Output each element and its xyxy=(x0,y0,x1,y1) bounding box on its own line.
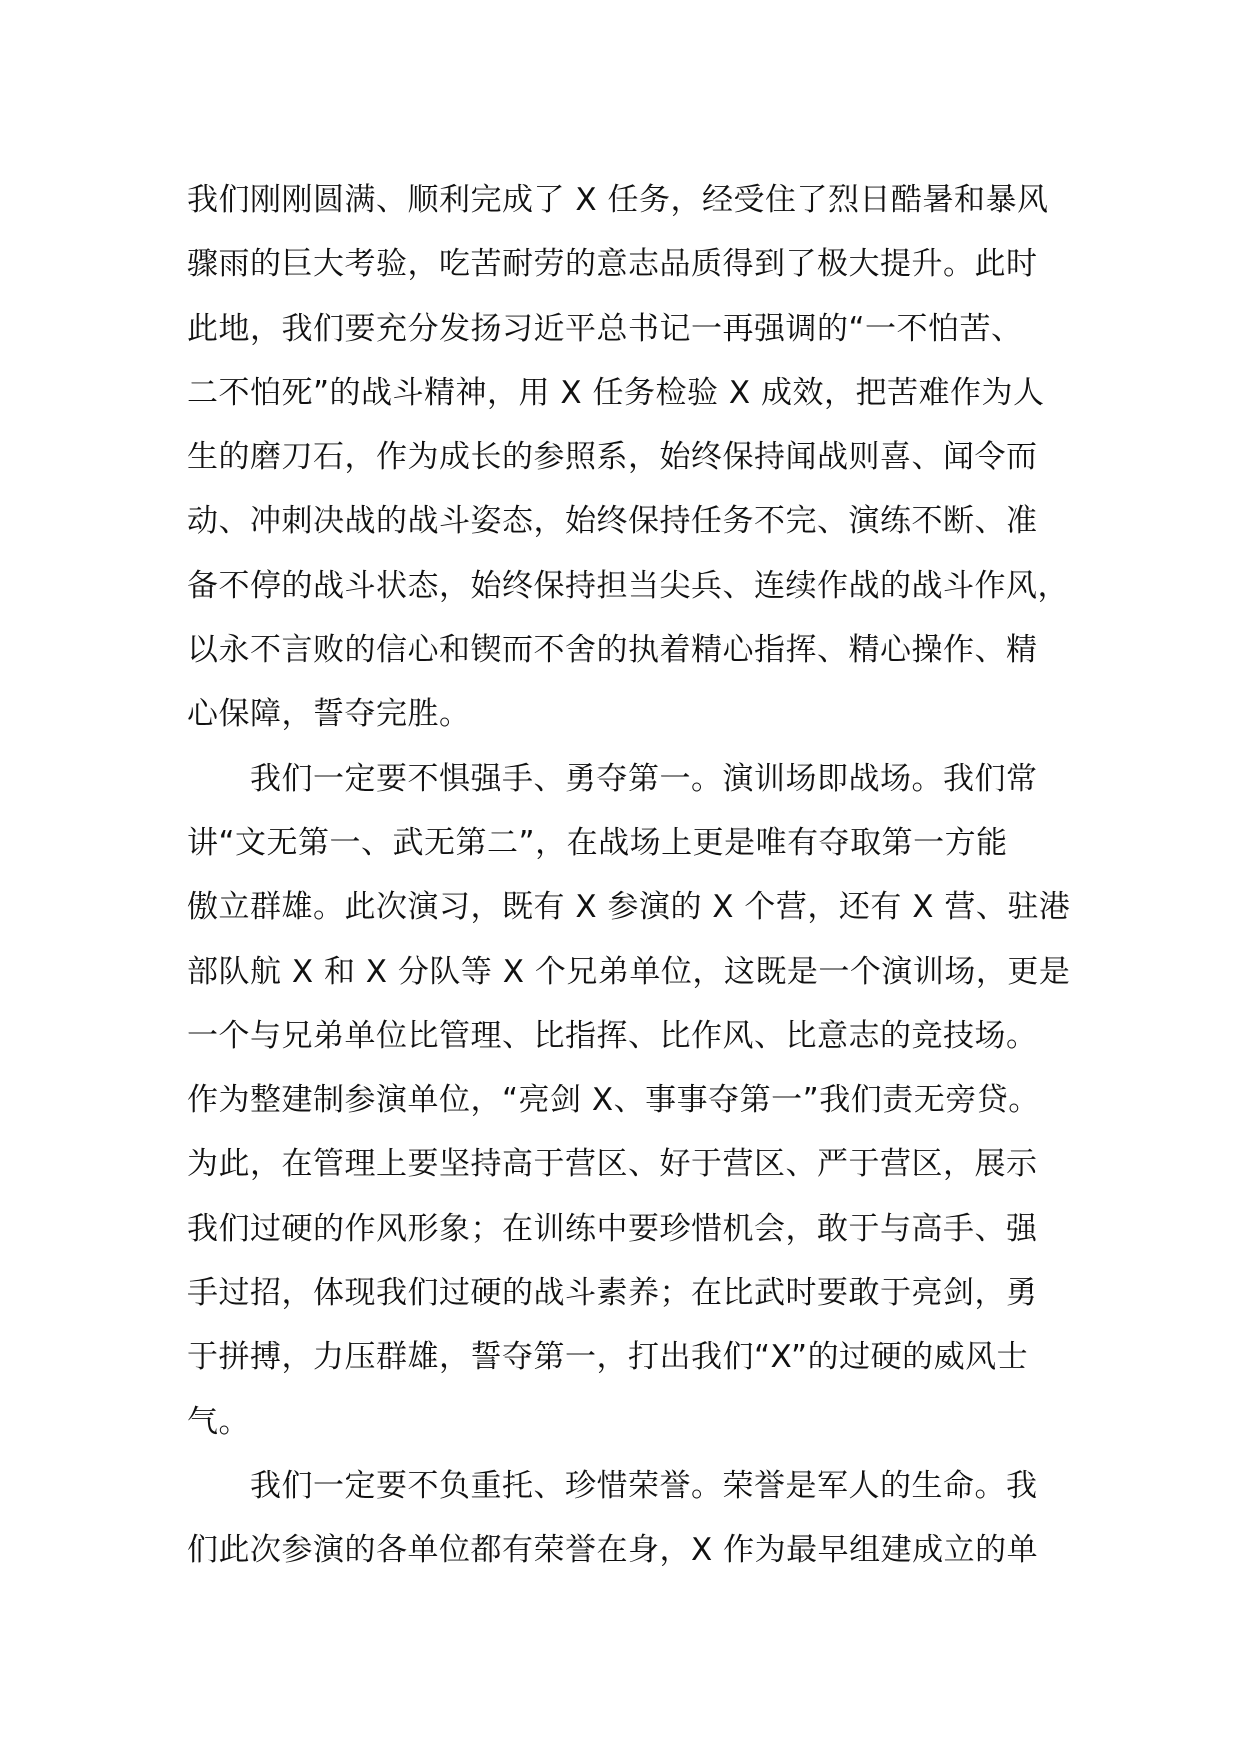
body-text xyxy=(187,168,1071,1583)
text-line: 以永不言败的信心和锲而不舍的执着精心指挥、精心操作、精 xyxy=(187,632,1038,669)
text-line: 于拼搏，力压群雄，誓夺第一，打出我们“X”的过硬的威风士 xyxy=(187,1339,1029,1376)
text-line: 此地，我们要充分发扬习近平总书记一再强调的“一不怕苦、 xyxy=(187,310,1023,347)
text-line: 气。 xyxy=(187,1403,250,1440)
text-line: 一个与兄弟单位比管理、比指挥、比作风、比意志的竞技场。 xyxy=(187,1017,1038,1054)
text-line: 心保障，誓夺完胜。 xyxy=(187,696,471,733)
text-line: 我们过硬的作风形象；在训练中要珍惜机会，敢于与高手、强 xyxy=(187,1210,1038,1247)
text-line: 我们一定要不惧强手、勇夺第一。演训场即战场。我们常 xyxy=(187,760,1038,797)
text-line: 部队航 X 和 X 分队等 X 个兄弟单位，这既是一个演训场，更是 xyxy=(187,953,1071,990)
text-line: 骤雨的巨大考验，吃苦耐劳的意志品质得到了极大提升。此时 xyxy=(187,246,1038,283)
text-line: 我们刚刚圆满、顺利完成了 X 任务，经受住了烈日酷暑和暴风 xyxy=(187,182,1049,218)
text-line: 动、冲刺决战的战斗姿态，始终保持任务不完、演练不断、准 xyxy=(187,503,1038,540)
text-line: 备不停的战斗状态，始终保持担当尖兵、连续作战的战斗作风， xyxy=(187,567,1069,604)
text-line: 们此次参演的各单位都有荣誉在身，X 作为最早组建成立的单 xyxy=(187,1532,1039,1569)
text-line: 讲“文无第一、武无第二”，在战场上更是唯有夺取第一方能 xyxy=(187,824,1008,861)
text-line: 作为整建制参演单位，“亮剑 X、事事夺第一”我们责无旁贷。 xyxy=(187,1082,1040,1119)
text-line: 二不怕死”的战斗精神，用 X 任务检验 X 成效，把苦难作为人 xyxy=(187,374,1045,411)
text-line: 为此，在管理上要坚持高于营区、好于营区、严于营区，展示 xyxy=(187,1146,1038,1183)
text-line: 我们一定要不负重托、珍惜荣誉。荣誉是军人的生命。我 xyxy=(187,1467,1038,1504)
text-line: 手过招，体现我们过硬的战斗素养；在比武时要敢于亮剑，勇 xyxy=(187,1275,1038,1312)
text-line: 傲立群雄。此次演习，既有 X 参演的 X 个营，还有 X 营、驻港 xyxy=(187,889,1071,926)
text-line: 生的磨刀石，作为成长的参照系，始终保持闻战则喜、闻令而 xyxy=(187,439,1038,476)
